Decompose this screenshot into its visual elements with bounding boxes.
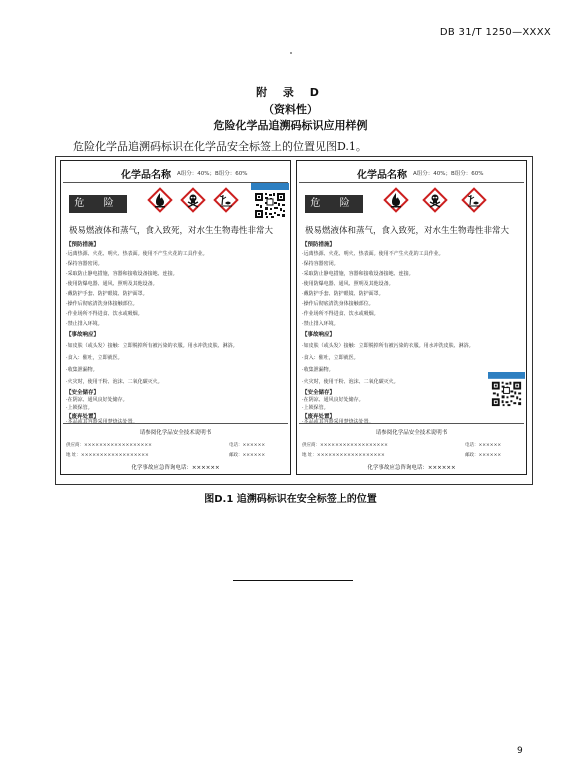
disposal-line: ·本品或其容器采用焚烧法处置。 bbox=[302, 419, 374, 425]
signal-word: 危 险 bbox=[69, 195, 127, 213]
safety-label-right bbox=[296, 160, 527, 475]
safety-label-left bbox=[60, 160, 291, 475]
appendix-title: 危险化学品追溯码标识应用样例 bbox=[213, 119, 368, 132]
phone: 电话：×××××× bbox=[465, 443, 502, 448]
sds-reference: 请参阅化学品安全技术说明书 bbox=[139, 430, 212, 436]
chemical-name: 化学品名称 bbox=[357, 170, 407, 181]
postcode: 邮政：×××××× bbox=[465, 453, 502, 458]
precaution-line: ·保持容器密闭。 bbox=[302, 261, 339, 267]
response-line: ·如皮肤（或头发）接触：立即脱掉所有被污染的衣服。用水冲洗皮肤、淋浴。 bbox=[66, 343, 238, 349]
name-row bbox=[299, 164, 524, 183]
skull-crossbones-icon bbox=[422, 187, 448, 213]
precaution-line: ·作业场所不得进食、饮水或吸烟。 bbox=[66, 311, 143, 317]
signal-word: 危 险 bbox=[305, 195, 363, 213]
section-heading-storage: 【安全储存】 bbox=[66, 390, 100, 396]
storage-line: ·上锁保管。 bbox=[302, 405, 329, 411]
storage-line: ·在阴凉、通风良好处储存。 bbox=[302, 397, 364, 403]
traceability-qr-code[interactable] bbox=[251, 183, 289, 221]
supplier: 供应商：×××××××××××××××××× bbox=[66, 443, 152, 448]
precaution-line: ·使用防爆电器、通风、照明及其他设备。 bbox=[302, 281, 394, 287]
response-line: ·如皮肤（或头发）接触：立即脱掉所有被污染的衣服。用水冲洗皮肤、淋浴。 bbox=[302, 343, 474, 349]
address: 地 址：×××××××××××××××××× bbox=[66, 453, 149, 458]
disposal-line: ·本品或其容器采用焚烧法处置。 bbox=[66, 419, 138, 425]
chemical-name: 化学品名称 bbox=[121, 170, 171, 181]
address: 地 址：×××××××××××××××××× bbox=[302, 453, 385, 458]
decorative-dot bbox=[290, 52, 292, 54]
document-code: DB 31/T 1250—XXXX bbox=[439, 27, 551, 38]
precaution-line: ·保持容器密闭。 bbox=[66, 261, 103, 267]
precaution-line: ·操作后彻底清洗身体接触部位。 bbox=[66, 301, 138, 307]
response-line: ·火灾时，使用干粉、泡沫、二氧化碳灭火。 bbox=[66, 379, 163, 385]
hazard-statement: 极易燃液体和蒸气，食入致死，对水生生物毒性非常大 bbox=[305, 226, 510, 236]
precaution-line: ·采取防止静电措施，容器和接收设备接地、连接。 bbox=[66, 271, 178, 277]
footer-divider bbox=[63, 423, 288, 424]
footer-divider bbox=[299, 423, 524, 424]
supplier: 供应商：×××××××××××××××××× bbox=[302, 443, 388, 448]
composition: A组分：40%；B组分：60% bbox=[177, 171, 248, 177]
postcode: 邮政：×××××× bbox=[229, 453, 266, 458]
section-heading-disposal: 【废弃处置】 bbox=[66, 414, 100, 420]
sds-reference: 请参阅化学品安全技术说明书 bbox=[375, 430, 448, 436]
response-line: ·食入：催吐，立即就医。 bbox=[66, 355, 123, 361]
precaution-line: ·作业场所不得进食、饮水或吸烟。 bbox=[302, 311, 379, 317]
precaution-line: ·禁止排入环境。 bbox=[66, 321, 103, 327]
precaution-line: ·戴防护手套、防护眼镜、防护面罩。 bbox=[66, 291, 148, 297]
precaution-line: ·远离热源、火花、明火、热表面。使用不产生火花的工具作业。 bbox=[66, 251, 208, 257]
precaution-line: ·禁止排入环境。 bbox=[302, 321, 339, 327]
precaution-line: ·戴防护手套、防护眼镜、防护面罩。 bbox=[302, 291, 384, 297]
appendix-nature: （资料性） bbox=[263, 103, 318, 116]
emergency-phone: 化学事故应急咨询电话：×××××× bbox=[367, 465, 456, 471]
response-line: ·火灾时，使用干粉、泡沫、二氧化碳灭火。 bbox=[302, 379, 399, 385]
emergency-phone: 化学事故应急咨询电话：×××××× bbox=[131, 465, 220, 471]
end-rule bbox=[233, 580, 353, 581]
skull-crossbones-icon bbox=[180, 187, 206, 213]
name-row bbox=[63, 164, 288, 183]
traceability-qr-code[interactable] bbox=[488, 372, 525, 409]
intro-paragraph: 危险化学品追溯码标识在化学品安全标签上的位置见图D.1。 bbox=[73, 140, 367, 153]
section-heading-storage: 【安全储存】 bbox=[302, 390, 336, 396]
flame-icon bbox=[147, 187, 173, 213]
section-heading-prevention: 【预防措施】 bbox=[66, 242, 100, 248]
precaution-line: ·采取防止静电措施，容器和接收设备接地、连接。 bbox=[302, 271, 414, 277]
phone: 电话：×××××× bbox=[229, 443, 266, 448]
storage-line: ·在阴凉、通风良好处储存。 bbox=[66, 397, 128, 403]
appendix-label: 附 录 D bbox=[256, 86, 325, 99]
response-line: ·收集泄漏物。 bbox=[66, 367, 98, 373]
precaution-line: ·远离热源、火花、明火、热表面。使用不产生火花的工具作业。 bbox=[302, 251, 444, 257]
section-heading-prevention: 【预防措施】 bbox=[302, 242, 336, 248]
section-heading-response: 【事故响应】 bbox=[66, 332, 100, 338]
environment-icon bbox=[461, 187, 487, 213]
flame-icon bbox=[383, 187, 409, 213]
response-line: ·食入：催吐，立即就医。 bbox=[302, 355, 359, 361]
precaution-line: ·操作后彻底清洗身体接触部位。 bbox=[302, 301, 374, 307]
figure-caption: 图D.1 追溯码标识在安全标签上的位置 bbox=[204, 494, 377, 505]
precaution-line: ·使用防爆电器、通风、照明及其他设备。 bbox=[66, 281, 158, 287]
environment-icon bbox=[213, 187, 239, 213]
section-heading-disposal: 【废弃处置】 bbox=[302, 414, 336, 420]
composition: A组分：40%；B组分：60% bbox=[413, 171, 484, 177]
section-heading-response: 【事故响应】 bbox=[302, 332, 336, 338]
hazard-statement: 极易燃液体和蒸气，食入致死，对水生生物毒性非常大 bbox=[69, 226, 274, 236]
page-number: 9 bbox=[517, 746, 523, 756]
response-line: ·收集泄漏物。 bbox=[302, 367, 334, 373]
storage-line: ·上锁保管。 bbox=[66, 405, 93, 411]
